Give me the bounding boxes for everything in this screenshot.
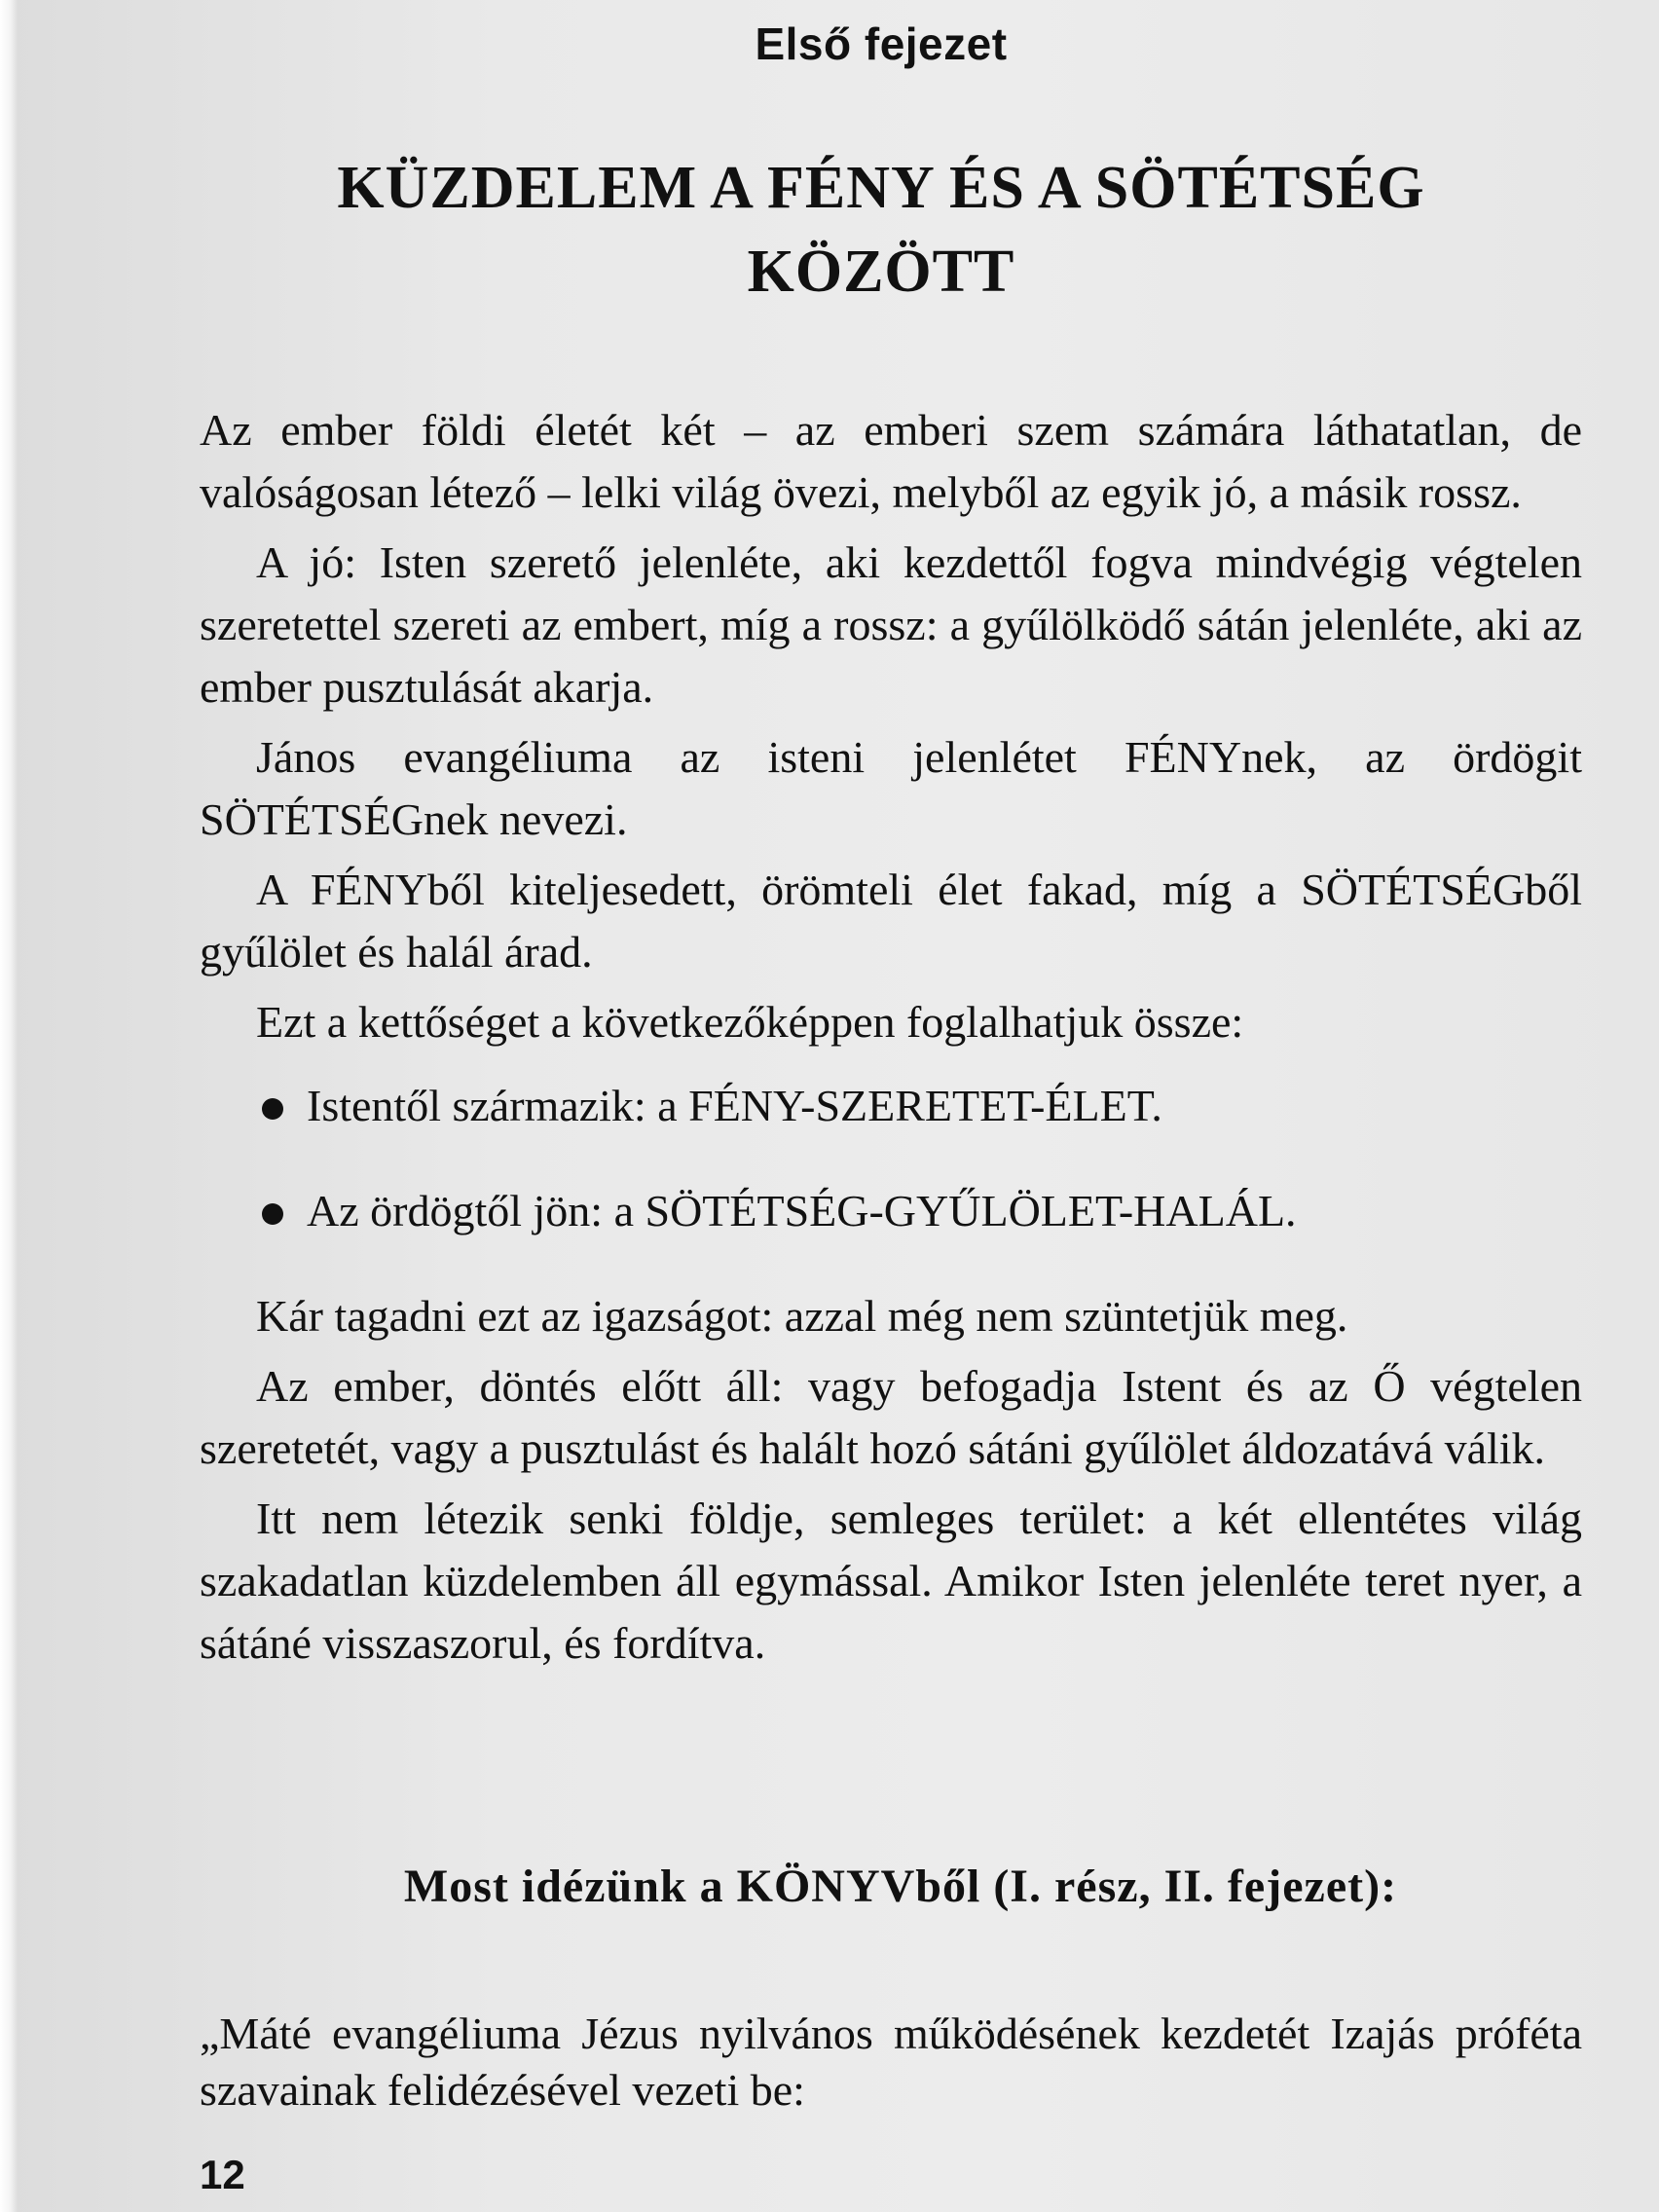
bullet-text: Az ördögtől jön: a SÖTÉTSÉG-GYŰLÖLET-HALÁL. (307, 1186, 1297, 1235)
bullet-item (200, 1075, 1582, 1137)
bullet-list (200, 1075, 1582, 1242)
quote-paragraph: „Máté evangéliuma Jézus nyilvános működésének kezdetét Izajás próféta szavainak felidézésével vezeti be: (200, 2009, 1582, 2115)
bullet-icon (262, 1098, 283, 1120)
page-edge (0, 0, 18, 2212)
chapter-label: Első fejezet (755, 18, 1008, 69)
chapter-title (200, 146, 1563, 313)
bullet-item (200, 1180, 1582, 1242)
paragraph: Kár tagadni ezt az igazságot: azzal még nem szüntetjük meg. (256, 1291, 1348, 1341)
chapter-title-line-1: KÜZDELEM A FÉNY ÉS A SÖTÉTSÉG (337, 155, 1425, 221)
bullet-text: Istentől származik: a FÉNY-SZERETET-ÉLET. (307, 1081, 1162, 1130)
body-text (200, 399, 1582, 1682)
section-subheading: Most idézünk a KÖNYVből (I. rész, II. fejezet): (403, 1861, 1398, 1912)
bullet-icon (262, 1203, 283, 1225)
paragraph: Az ember, döntés előtt áll: vagy befogadja Istent és az Ő végtelen szeretetét, vagy a pusztulást és halált hozó sátáni gyűlölet áldozatává válik. (200, 1361, 1582, 1473)
paragraph: A FÉNYből kiteljesedett, örömteli élet fakad, míg a SÖTÉTSÉGből gyűlölet és halál árad. (200, 865, 1582, 977)
paragraph: János evangéliuma az isteni jelenlétet FÉNYnek, az ördögit SÖTÉTSÉGnek nevezi. (200, 732, 1582, 844)
book-page (200, 0, 1602, 2212)
paragraph: Itt nem létezik senki földje, semleges terület: a két ellentétes világ szakadatlan küzdelemben áll egymással. Amikor Isten jelenléte teret nyer, a sátáné visszaszorul, és fordítva. (200, 1493, 1582, 1668)
paragraph: Ezt a kettőséget a következőképpen foglalhatjuk össze: (256, 997, 1244, 1047)
paragraph: A jó: Isten szerető jelenléte, aki kezdettől fogva mindvégig végtelen szeretettel szereti az embert, míg a rossz: a gyűlölködő sátán jelenléte, aki az ember pusztulását akarja. (200, 537, 1582, 712)
page-number: 12 (200, 2152, 245, 2197)
paragraph: Az ember földi életét két – az emberi szem számára láthatatlan, de valóságosan létező – lelki világ övezi, melyből az egyik jó, a másik rossz. (200, 405, 1582, 517)
chapter-title-line-2: KÖZÖTT (747, 239, 1015, 305)
